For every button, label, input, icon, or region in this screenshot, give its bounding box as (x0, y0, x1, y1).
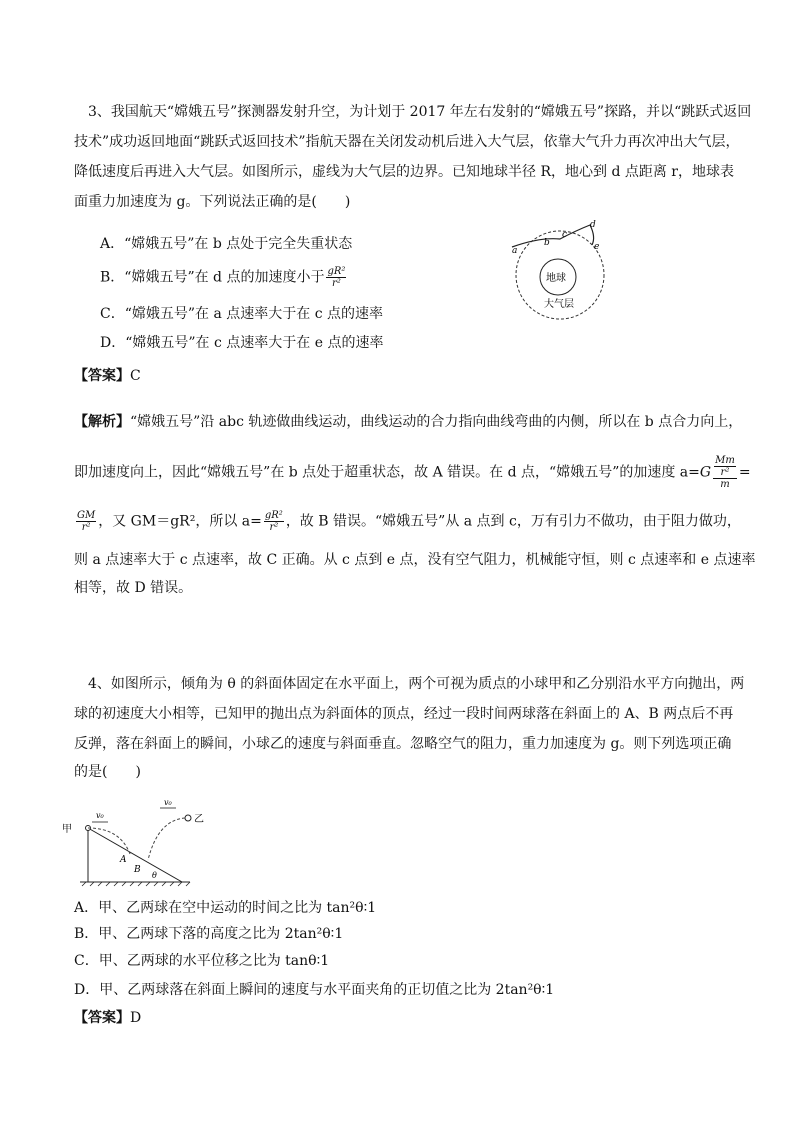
q4-option-c: C．甲、乙两球的水平位移之比为 tanθ∶1 (74, 953, 330, 969)
q4-text-line-4: 的是( ) (74, 764, 141, 780)
trajectory-yi (148, 818, 185, 860)
q3-option-a: A．“嫦娥五号”在 b 点处于完全失重状态 (100, 236, 353, 252)
analysis-label: 【解析】 (74, 414, 130, 430)
frac-num: Mm (715, 455, 735, 466)
ball-yi (185, 815, 191, 821)
label-point-b: B (134, 865, 141, 875)
frac-den: r² (332, 278, 341, 289)
frac-den: r² (269, 522, 279, 533)
q3-option-b (100, 266, 348, 289)
point-c-label: c (562, 230, 568, 240)
ground-hatching (82, 882, 190, 886)
label-yi: 乙 (194, 814, 204, 825)
label-v0-yi: v₀ (164, 798, 172, 807)
frac-den: r² (81, 522, 91, 533)
label-theta: θ (152, 871, 157, 880)
answer-label: 【答案】 (74, 368, 130, 384)
frac-num: GM (77, 510, 96, 521)
atmosphere-label: 大气层 (544, 299, 574, 310)
analysis-fraction-gr (264, 510, 284, 533)
q4-text-line-2: 球的初速度大小相等，已知甲的抛出点为斜面体的顶点，经过一段时间两球落在斜面上的 A、B 两点后不再 (74, 706, 734, 722)
trajectory-path (512, 225, 594, 247)
inner-fraction (714, 455, 736, 478)
analysis-text: ，又 GM＝gR²，所以 a= (98, 513, 262, 530)
label-jia: 甲 (62, 824, 72, 835)
label-v0-jia: v₀ (96, 811, 104, 820)
q3-analysis-line-4: 则 a 点速率大于 c 点速率，故 C 正确。从 c 点到 e 点，没有空气阻力，机械能守恒，则 c 点速率和 e 点速率 (74, 552, 756, 568)
analysis-g: G (699, 464, 712, 481)
point-a-label: a (512, 246, 518, 256)
q3-text-line-1: 3、我国航天“嫦娥五号”探测器发射升空，为计划于 2017 年左右发射的“嫦娥五号”探路，并以“跳跃式返回 (88, 104, 752, 120)
frac-num: gR² (264, 510, 283, 521)
q4-text-line-1: 4、如图所示，倾角为 θ 的斜面体固定在水平面上，两个可视为质点的小球甲和乙分别沿水平方向抛出，两 (88, 676, 745, 692)
answer-value: D (130, 1010, 142, 1026)
point-e-label: e (594, 242, 600, 252)
q3-option-c: C．“嫦娥五号”在 a 点速率大于在 c 点的速率 (100, 306, 384, 322)
q3-text-line-3: 降低速度后再进入大气层。如图所示，虚线为大气层的边界。已知地球半径 R，地心到 d 点距离 r，地球表 (74, 164, 734, 180)
point-b-label: b (544, 238, 550, 248)
q3-option-d: D．“嫦娥五号”在 c 点速率大于在 e 点的速率 (100, 335, 384, 351)
answer-value: C (130, 368, 141, 384)
q3-text-line-2: 技术”成功返回地面“跳跃式返回技术”指航天器在关闭发动机后进入大气层，依靠大气升力再次冲出大气层， (74, 134, 740, 150)
analysis-text: ，故 B 错误。“嫦娥五号”从 a 点到 c，万有引力不做功，由于阻力做功， (285, 513, 741, 530)
point-d-label: d (590, 220, 596, 230)
q3-answer (74, 366, 141, 386)
q3-analysis-line-5: 相等，故 D 错误。 (74, 580, 193, 596)
q3-option-b-text: B．“嫦娥五号”在 d 点的加速度小于 (100, 269, 325, 286)
q3-text-line-4: 面重力加速度为 g。下列说法正确的是( ) (74, 194, 351, 210)
analysis-compound-fraction (713, 455, 737, 490)
q3-earth-diagram (500, 215, 620, 325)
q4-incline-diagram (60, 798, 210, 888)
q4-answer (74, 1008, 141, 1028)
q3-option-b-fraction (326, 266, 346, 289)
analysis-fraction-gm (76, 510, 96, 533)
analysis-equals: = (738, 464, 751, 481)
frac-num: gR² (327, 266, 346, 277)
q3-analysis-line-2 (74, 455, 751, 490)
label-point-a: A (120, 855, 127, 865)
analysis-text: 即加速度向上，因此“嫦娥五号”在 b 点处于超重状态，故 A 错误。在 d 点，“嫦娥五号”的加速度 a= (74, 464, 700, 481)
frac-den: m (720, 479, 730, 490)
frac-den: r² (720, 467, 730, 478)
q4-text-line-3: 反弹，落在斜面上的瞬间，小球乙的速度与斜面垂直。忽略空气的阻力，重力加速度为 g。则下列选项正确 (74, 736, 732, 752)
q3-analysis-line-1 (74, 412, 742, 432)
q4-option-b: B．甲、乙两球下落的高度之比为 2tan²θ∶1 (74, 926, 344, 942)
frac-num (713, 455, 737, 479)
analysis-text: “嫦娥五号”沿 abc 轨迹做曲线运动，曲线运动的合力指向曲线弯曲的内侧，所以在 b 点合力向上， (130, 414, 743, 430)
earth-label: 地球 (546, 273, 566, 284)
q4-option-a: A．甲、乙两球在空中运动的时间之比为 tan²θ∶1 (74, 900, 377, 916)
answer-label: 【答案】 (74, 1010, 130, 1026)
q3-analysis-line-3 (74, 510, 741, 533)
q4-option-d: D．甲、乙两球落在斜面上瞬间的速度与水平面夹角的正切值之比为 2tan²θ∶1 (74, 982, 555, 998)
